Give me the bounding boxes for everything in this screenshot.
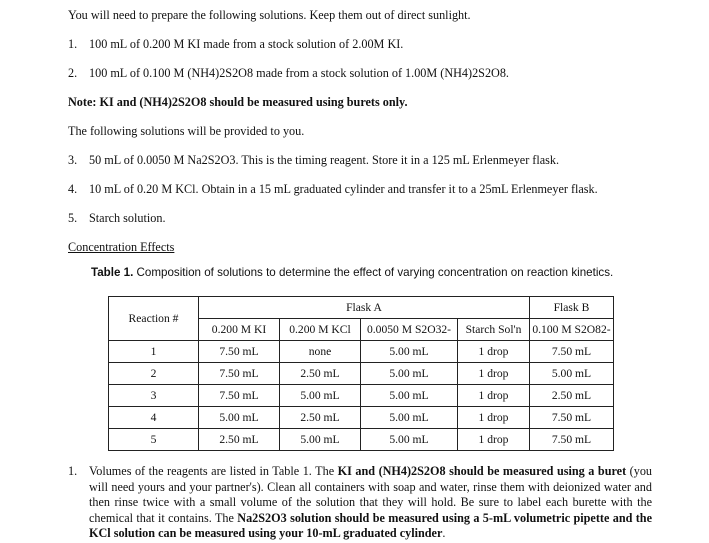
instruction-body [89, 464, 652, 542]
table-cell: 7.50 mL [530, 429, 614, 451]
instruction-bold2: Na2S2O3 solution should be measured using a 5-mL volumetric pipette and the KCl solution can be measured using your 10-mL graduated cylinder [89, 510, 652, 541]
table-cell: 7.50 mL [199, 341, 280, 363]
provided-item-3-text: 50 mL of 0.0050 M Na2S2O3. This is the timing reagent. Store it in a 125 mL Erlenmeyer flask. [89, 153, 560, 167]
table-row [109, 407, 614, 429]
table-cell: 5.00 mL [280, 429, 361, 451]
intro-text: You will need to prepare the following solutions. Keep them out of direct sunlight. [68, 8, 471, 22]
prep-item-1-text: 100 mL of 0.200 M KI made from a stock solution of 2.00M KI. [89, 37, 404, 51]
prep-item-2 [68, 66, 509, 81]
table-cell: 5.00 mL [361, 385, 458, 407]
table-cell: 5.00 mL [199, 407, 280, 429]
provided-intro: The following solutions will be provided to you. [68, 124, 305, 138]
table-cell: 3 [109, 385, 199, 407]
flask-a-header: Flask A [199, 297, 530, 319]
table-row [109, 385, 614, 407]
note-text: Note: KI and (NH4)2S2O8 should be measured using burets only. [68, 95, 408, 109]
provided-item-5-num: 5. [68, 211, 78, 225]
table-caption-label: Table 1. [91, 266, 134, 279]
col-header-persulfate: 0.100 M S2O82- [530, 319, 614, 341]
col-header-thiosulfate: 0.0050 M S2O32- [361, 319, 458, 341]
table-cell: 2.50 mL [280, 407, 361, 429]
table-cell: 5.00 mL [361, 429, 458, 451]
table-cell: 7.50 mL [530, 341, 614, 363]
provided-item-5 [68, 211, 166, 226]
prep-item-1 [68, 37, 403, 52]
table-cell: 1 drop [458, 341, 530, 363]
table-cell: 1 [109, 341, 199, 363]
instruction-bold1: KI and (NH4)2S2O8 should be measured using a buret [337, 464, 627, 478]
table-cell: 5.00 mL [361, 407, 458, 429]
provided-item-4 [68, 182, 598, 197]
provided-item-3-num: 3. [68, 153, 78, 167]
table-caption-text: Composition of solutions to determine the effect of varying concentration on reaction kinetics. [136, 266, 614, 279]
col-header-ki: 0.200 M KI [199, 319, 280, 341]
prep-item-1-num: 1. [68, 37, 78, 51]
table-cell: 1 drop [458, 363, 530, 385]
provided-item-5-text: Starch solution. [89, 211, 166, 225]
instruction-paragraph [68, 464, 654, 542]
table-cell: none [280, 341, 361, 363]
provided-item-4-num: 4. [68, 182, 78, 196]
table-cell: 7.50 mL [199, 363, 280, 385]
col-header-starch: Starch Sol'n [458, 319, 530, 341]
table-cell: 5.00 mL [361, 363, 458, 385]
prep-item-2-text: 100 mL of 0.100 M (NH4)2S2O8 made from a stock solution of 1.00M (NH4)2S2O8. [89, 66, 509, 80]
instruction-num: 1. [68, 464, 78, 478]
composition-table [108, 296, 614, 451]
table-row [109, 429, 614, 451]
instruction-part1: Volumes of the reagents are listed in Table 1. The [89, 464, 335, 478]
table-cell: 1 drop [458, 385, 530, 407]
provided-item-4-text: 10 mL of 0.20 M KCl. Obtain in a 15 mL graduated cylinder and transfer it to a 25mL Erlenmeyer flask. [89, 182, 598, 196]
table-cell: 5.00 mL [530, 363, 614, 385]
table-cell: 7.50 mL [530, 407, 614, 429]
table-caption [91, 266, 613, 279]
section-heading: Concentration Effects [68, 240, 175, 254]
table-cell: 4 [109, 407, 199, 429]
provided-item-3 [68, 153, 559, 168]
table-row [109, 363, 614, 385]
table-cell: 2.50 mL [280, 363, 361, 385]
table-cell: 1 drop [458, 429, 530, 451]
table-row [109, 341, 614, 363]
table-cell: 5.00 mL [361, 341, 458, 363]
instruction-part2: (you will need yours and your partner's). Clean all containers with soap and water, rinse them with deionized water and then rinse twice with a small volume of the solution that they will hold. Be sure to label each burette with the chemical that it contains. The [89, 464, 653, 525]
reaction-header: Reaction # [109, 297, 199, 341]
prep-item-2-num: 2. [68, 66, 78, 80]
table-cell: 7.50 mL [199, 385, 280, 407]
table-cell: 5 [109, 429, 199, 451]
instruction-end: . [442, 526, 446, 541]
col-header-kcl: 0.200 M KCl [280, 319, 361, 341]
flask-b-header: Flask B [530, 297, 614, 319]
table-cell: 5.00 mL [280, 385, 361, 407]
table-cell: 2 [109, 363, 199, 385]
table-cell: 2.50 mL [530, 385, 614, 407]
table-cell: 1 drop [458, 407, 530, 429]
table-cell: 2.50 mL [199, 429, 280, 451]
